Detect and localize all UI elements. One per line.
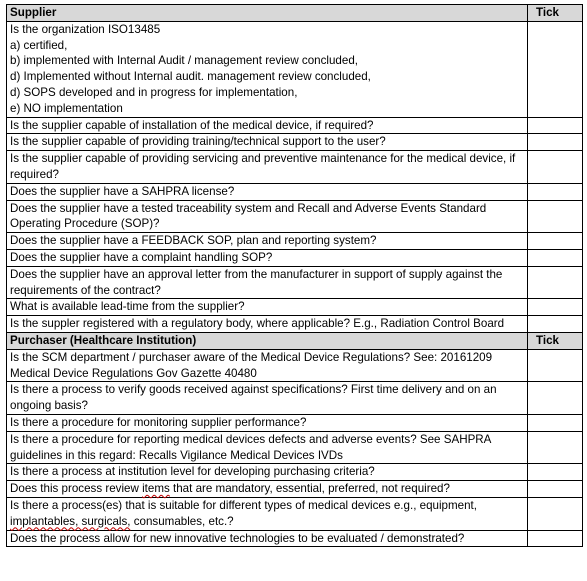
tick-cell[interactable]: [528, 233, 583, 250]
table-row: [7, 151, 583, 184]
question-cell: [7, 497, 528, 530]
section-title: Supplier: [7, 5, 528, 22]
question-cell: Is there a process to verify goods received against specifications? First time delivery and on an ongoing basis?: [7, 382, 528, 415]
question-cell: Does the supplier have an approval letter from the manufacturer in support of supply against the requirements of the contract?: [7, 266, 528, 299]
tick-cell[interactable]: [528, 183, 583, 200]
table-row: [7, 316, 583, 333]
tick-cell[interactable]: [528, 151, 583, 184]
question-cell: Is there a procedure for monitoring supplier performance?: [7, 414, 528, 431]
question-text: Is there a process(es) that is suitable for different types of medical devices e.g., equipment,: [10, 498, 477, 512]
tick-cell[interactable]: [528, 414, 583, 431]
tick-cell[interactable]: [528, 134, 583, 151]
tick-column-header: Tick: [528, 332, 583, 349]
question-cell: [7, 481, 528, 498]
table-row: [7, 200, 583, 233]
question-line: e) NO implementation: [10, 101, 123, 115]
question-cell: [7, 21, 528, 117]
question-cell: Does the supplier have a complaint handling SOP?: [7, 249, 528, 266]
question-cell: Does the supplier have a SAHPRA license?: [7, 183, 528, 200]
table-row: [7, 299, 583, 316]
tick-cell[interactable]: [528, 464, 583, 481]
tick-cell[interactable]: [528, 349, 583, 382]
question-cell: Is the supplier capable of providing training/technical support to the user?: [7, 134, 528, 151]
tick-cell[interactable]: [528, 117, 583, 134]
question-cell: What is available lead-time from the supplier?: [7, 299, 528, 316]
supplier-header-row: [7, 5, 583, 22]
tick-cell[interactable]: [528, 299, 583, 316]
tick-cell[interactable]: [528, 497, 583, 530]
table-row: [7, 481, 583, 498]
table-row: [7, 249, 583, 266]
question-cell: Is there a procedure for reporting medical devices defects and adverse events? See SAHPRA guidelines in this regard: Recalls Vigilance Medical Devices IVDs: [7, 431, 528, 464]
question-line: a) certified,: [10, 38, 68, 52]
question-cell: Is there a process at institution level for developing purchasing criteria?: [7, 464, 528, 481]
spellcheck-flagged-text: implantables, surgicals,: [10, 514, 131, 528]
tick-column-header: Tick: [528, 5, 583, 22]
tick-cell[interactable]: [528, 481, 583, 498]
table-row: [7, 21, 583, 117]
question-line: d) SOPS developed and in progress for implementation,: [10, 85, 298, 99]
tick-cell[interactable]: [528, 200, 583, 233]
tick-cell[interactable]: [528, 530, 583, 547]
table-row: [7, 266, 583, 299]
table-row: [7, 464, 583, 481]
table-row: [7, 183, 583, 200]
question-cell: Is the suppler registered with a regulatory body, where applicable? E.g., Radiation Control Board: [7, 316, 528, 333]
tick-cell[interactable]: [528, 266, 583, 299]
question-line: b) implemented with Internal Audit / management review concluded,: [10, 54, 358, 68]
table-row: [7, 134, 583, 151]
question-cell: Is the supplier capable of installation of the medical device, if required?: [7, 117, 528, 134]
purchaser-header-row: [7, 332, 583, 349]
table-row: [7, 349, 583, 382]
question-cell: Does the process allow for new innovative technologies to be evaluated / demonstrated?: [7, 530, 528, 547]
tick-cell[interactable]: [528, 249, 583, 266]
table-row: [7, 431, 583, 464]
question-text: consumables, etc.?: [130, 514, 234, 528]
table-row: [7, 497, 583, 530]
section-title: Purchaser (Healthcare Institution): [7, 332, 528, 349]
tick-cell[interactable]: [528, 316, 583, 333]
question-cell: Does the supplier have a FEEDBACK SOP, plan and reporting system?: [7, 233, 528, 250]
table-row: [7, 117, 583, 134]
question-text: Does this process review: [10, 482, 143, 496]
question-cell: Is the SCM department / purchaser aware of the Medical Device Regulations? See: 20161209 Medical Device Regulations Gov Gazette 40480: [7, 349, 528, 382]
tick-cell[interactable]: [528, 382, 583, 415]
spellcheck-flagged-text: items: [142, 482, 170, 496]
question-line: d) Implemented without Internal audit. management review concluded,: [10, 70, 371, 84]
question-cell: Does the supplier have a tested traceability system and Recall and Adverse Events Standard Operating Procedure (SOP)?: [7, 200, 528, 233]
table-row: [7, 414, 583, 431]
table-row: [7, 530, 583, 547]
question-text: that are mandatory, essential, preferred, not required?: [169, 482, 450, 496]
table-row: [7, 233, 583, 250]
table-row: [7, 382, 583, 415]
checklist-table: [6, 4, 583, 547]
question-cell: Is the supplier capable of providing servicing and preventive maintenance for the medical device, if required?: [7, 151, 528, 184]
question-line: Is the organization ISO13485: [10, 22, 161, 36]
tick-cell[interactable]: [528, 21, 583, 117]
tick-cell[interactable]: [528, 431, 583, 464]
